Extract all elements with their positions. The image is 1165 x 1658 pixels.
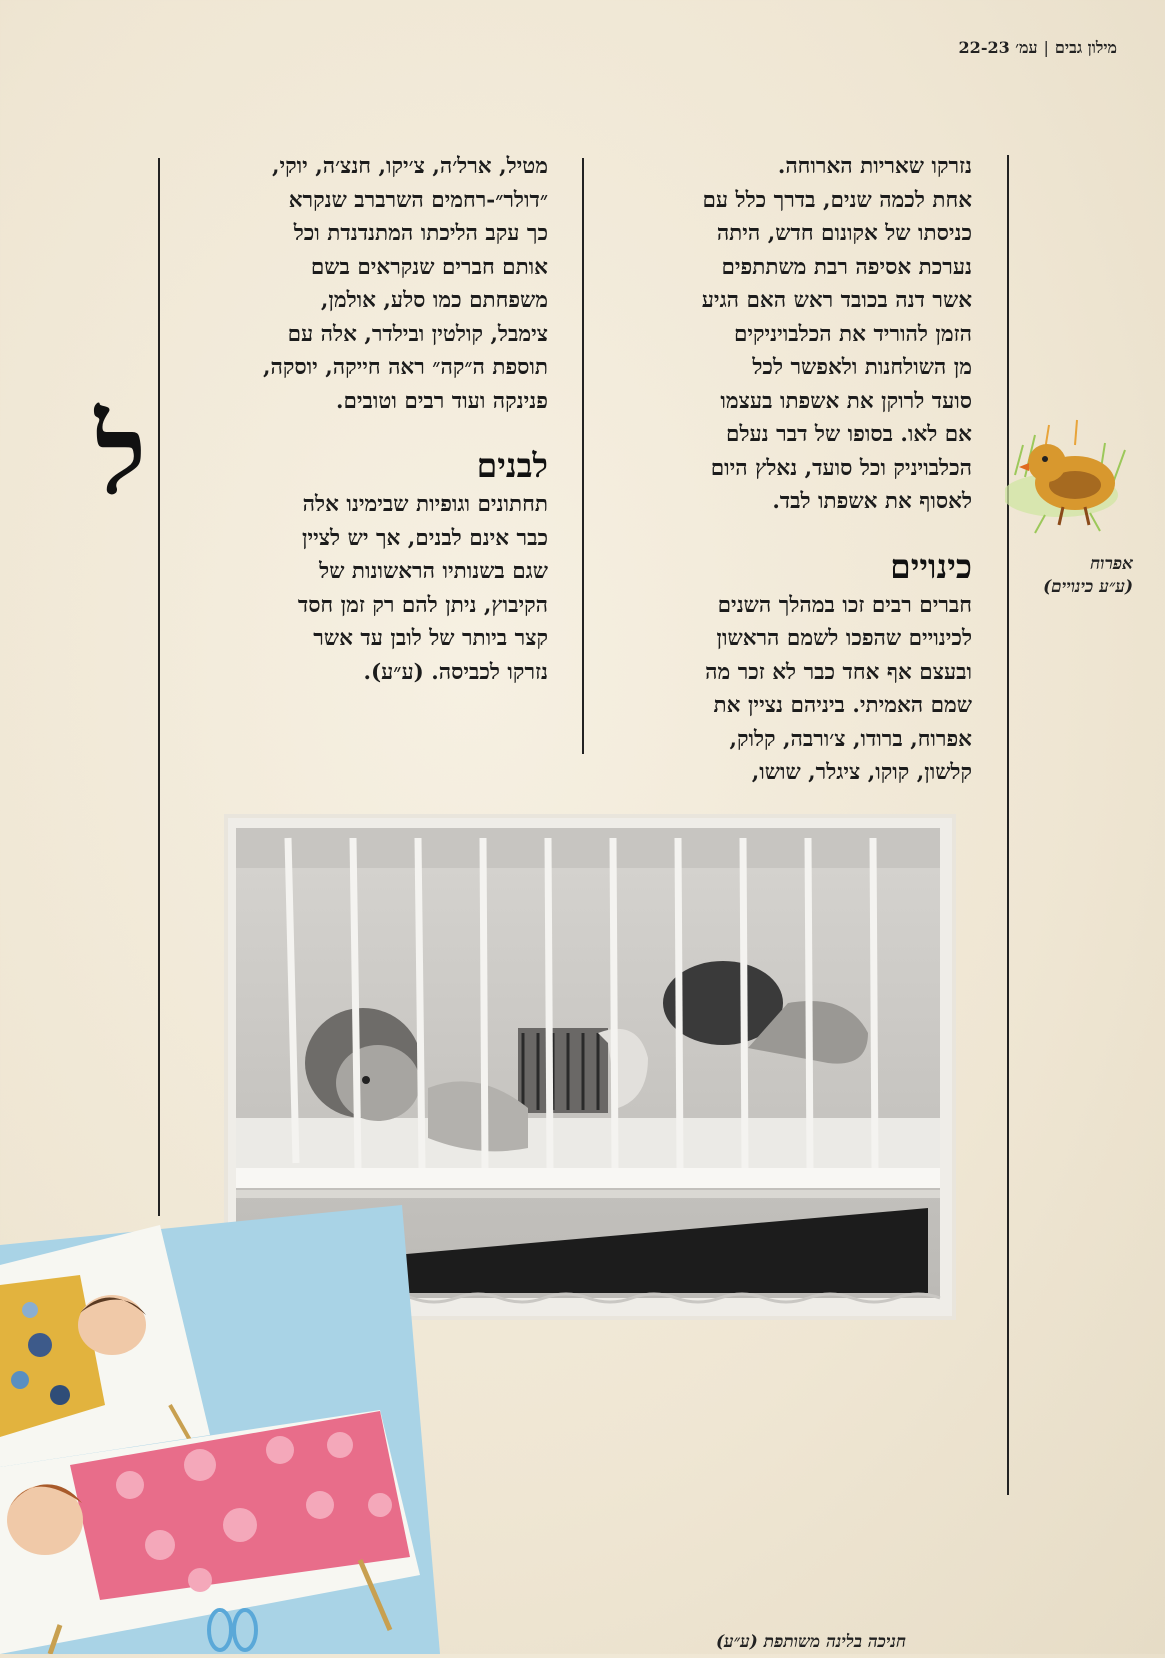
text-line: אותם חברים שנקראים בשם (310, 254, 548, 280)
text-line: ובעצם אף אחד כבר לא זכר מה (705, 659, 972, 685)
chick-illustration (1005, 405, 1135, 540)
text-line: כך עקב הליכתו המתנדנדת וכל (293, 221, 548, 246)
text-line: מטיל, ארל׳ה, צ׳יקו, חנצ׳ה, יוקי, (271, 154, 548, 179)
entry-heading-kinuyim: כינויים (890, 546, 972, 586)
text-line: תחתונים וגופיות שבימינו אלה (302, 492, 548, 517)
section-letter: ל (95, 390, 147, 519)
right-column-rule (1007, 155, 1009, 1495)
running-header (959, 38, 1117, 58)
left-column-rule (158, 158, 160, 1216)
text-line: צימבל, קולטין ובילדר, אלה עם (287, 321, 548, 347)
text-line: אשר דנה בכובד ראש האם הגיע (701, 288, 972, 313)
sleeping-children-illustration (0, 1205, 440, 1654)
text-line: הקיבוץ, ניתן להם רק זמן חסד (297, 592, 548, 618)
header-separator: | (1043, 38, 1049, 57)
book-title: מילון גבים (1054, 38, 1117, 57)
text-line: קלשון, קוקו, ציגלר, שושו, (751, 760, 972, 785)
text-line: אם לאו. בסופו של דבר נעלם (726, 422, 972, 447)
center-column-rule (582, 158, 584, 754)
text-line: מן השולחנות ולאפשר לכל (752, 355, 972, 380)
left-body-paragraph (185, 488, 548, 689)
text-line: נזרקו שאריות הארוחה. (777, 154, 972, 179)
text-line: ״דולר״-רחמים השרברב שנקרא (288, 187, 548, 213)
text-line: נזרקו לכביסה. (ע״ע). (363, 659, 548, 685)
text-line: כניסתו של אקונום חדש, היתה (716, 221, 972, 246)
text-line: כבר אינם לבנים, אך יש לציין (302, 525, 548, 551)
text-line: לאסוף את אשפתו לבד. (772, 489, 972, 514)
entry-heading-levanim: לבנים (476, 446, 548, 485)
text-line: פנינקה ועוד רבים וטובים. (335, 388, 548, 414)
text-line: הכלבויניק וכל סועד, נאלץ היום (710, 455, 972, 481)
chick-caption-name: אפרוח (1090, 554, 1133, 574)
text-line: לכינויים שהפכו לשמם הראשון (716, 626, 972, 651)
text-line: הזמן להוריד את הכלבויניקים (733, 321, 972, 347)
page-range: עמ׳ 22-23 (958, 38, 1038, 57)
text-line: אחת לכמה שנים, בדרך כלל עם (702, 187, 972, 213)
text-line: שמם האמיתי. ביניהם נציין את (713, 693, 972, 718)
text-line: אפרוח, ברודו, צ׳ורבה, קלוק, (729, 726, 972, 752)
photo-caption: חניכה בלינה משותפת (ע״ע) (716, 1632, 907, 1652)
right-text-column (600, 150, 972, 790)
text-line: קצר ביותר של לובן עד אשר (313, 626, 548, 651)
right-intro-paragraph (600, 150, 972, 519)
text-line: סועד לרוקן את אשפתו בעצמו (720, 388, 972, 414)
chick-icon (1005, 405, 1135, 540)
left-intro-paragraph (185, 150, 548, 418)
children-bed-icon (0, 1205, 440, 1654)
chick-caption-ref: (ע״ע כינויים) (1043, 577, 1133, 597)
text-line: שגם בשנותיו הראשונות של (319, 559, 548, 584)
text-line: חברים רבים זכו במהלך השנים (717, 592, 972, 618)
right-body-paragraph (600, 589, 972, 790)
text-line: משפחתם כמו סלע, אולמן, (320, 288, 548, 313)
chick-caption (1043, 553, 1133, 599)
text-line: נערכת אסיפה רבת משתתפים (721, 254, 972, 280)
text-line: תוספת ה״קה״ ראה חייקה, יוסקה, (263, 355, 548, 380)
left-text-column (185, 150, 548, 689)
